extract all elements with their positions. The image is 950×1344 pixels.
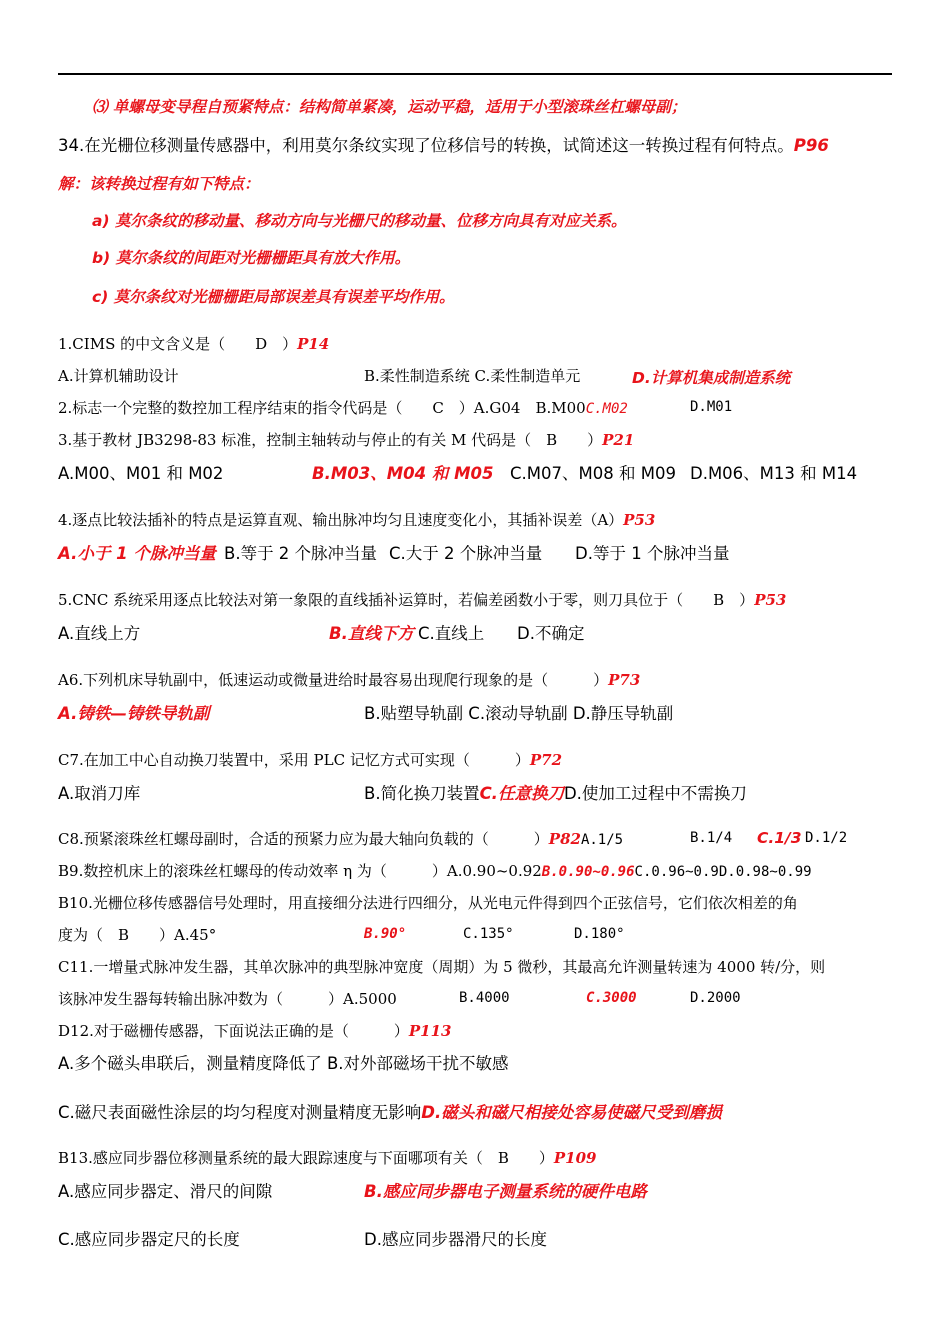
q6-stem: A6.下列机床导轨副中，低速运动或微量进给时最容易出现爬行现象的是（ ）P73 — [58, 671, 641, 689]
q8-option-d: D.1/2 — [805, 830, 848, 846]
q12-answer: D.磁头和磁尺相接处容易使磁尺受到磨损 — [421, 1103, 722, 1122]
page-ref: P21 — [602, 431, 635, 449]
q13-answer: B.感应同步器电子测量系统的硬件电路 — [364, 1182, 647, 1201]
q2-option-d: D.M01 — [690, 399, 733, 415]
q2-stem: 2.标志一个完整的数控加工程序结束的指令代码是（ C ）A.G04 B.M00C.M02 — [58, 399, 628, 417]
q6-answer: A.铸铁—铸铁导轨副 — [58, 704, 210, 723]
q4-stem: 4.逐点比较法插补的特点是运算直观、输出脉冲均匀且速度变化小，其插补误差（A）P53 — [58, 511, 656, 529]
q13-option-c: C.感应同步器定尺的长度 — [58, 1230, 240, 1249]
q34-point-b: b) 莫尔条纹的间距对光栅栅距具有放大作用。 — [92, 249, 411, 267]
q10-option-d: D.180° — [574, 926, 625, 942]
q34-answer-intro: 解：该转换过程有如下特点： — [58, 175, 260, 193]
q3-option-d: D.M06、M13 和 M14 — [690, 464, 858, 483]
q5-option-a: A.直线上方 — [58, 624, 141, 643]
page-ref: P96 — [793, 136, 829, 155]
q2-answer: C.M02 — [585, 401, 628, 417]
q4-option-b: B.等于 2 个脉冲当量 — [224, 544, 378, 563]
q11-stem-cont: 该脉冲发生器每转输出脉冲数为（ ）A.5000 — [58, 990, 397, 1008]
q1-answer: D.计算机集成制造系统 — [632, 369, 791, 387]
q11-option-b: B.4000 — [459, 990, 510, 1006]
q13-option-d: D.感应同步器滑尺的长度 — [364, 1230, 547, 1249]
q8-stem: C8.预紧滚珠丝杠螺母副时，合适的预紧力应为最大轴向负载的（ ）P82A.1/5 — [58, 830, 624, 848]
q8-option-b: B.1/4 — [690, 830, 733, 846]
q7-option-a: A.取消刀库 — [58, 784, 141, 803]
q5-option-d: D.不确定 — [517, 624, 585, 643]
page-ref: P72 — [529, 751, 563, 769]
q5-answer: B.直线下方 — [329, 624, 414, 643]
page-ref: P109 — [553, 1149, 597, 1167]
q10-option-c: C.135° — [463, 926, 514, 942]
q13-stem: B13.感应同步器位移测量系统的最大跟踪速度与下面哪项有关（ B ）P109 — [58, 1149, 597, 1167]
q3-option-c: C.M07、M08 和 M09 — [510, 464, 676, 483]
q34-question: 34.在光栅位移测量传感器中，利用莫尔条纹实现了位移信号的转换，试简述这一转换过程有何特点。P96 — [58, 136, 829, 155]
q8-answer: C.1/3 — [757, 829, 802, 847]
q12-options-ab: A.多个磁头串联后，测量精度降低了 B.对外部磁场干扰不敏感 — [58, 1054, 509, 1073]
q10-answer: B.90° — [364, 926, 407, 942]
q34-point-c: c) 莫尔条纹对光栅栅距局部误差具有误差平均作用。 — [92, 288, 455, 306]
q1-option-a: A.计算机辅助设计 — [58, 367, 179, 385]
q1-stem: 1.CIMS 的中文含义是（ D ）P14 — [58, 335, 330, 353]
q7-options: B.简化换刀装置C.任意换刀D.使加工过程中不需换刀 — [364, 784, 747, 803]
q3-stem: 3.基于教材 JB3298-83 标准，控制主轴转动与停止的有关 M 代码是（ B ）P21 — [58, 431, 635, 449]
q9-stem: B9.数控机床上的滚珠丝杠螺母的传动效率 η 为（ ）A.0.90~0.92B.0.90~0.96C.0.96~0.9D.0.98~0.99 — [58, 862, 812, 880]
page-ref: P53 — [754, 591, 787, 609]
q7-stem: C7.在加工中心自动换刀装置中，采用 PLC 记忆方式可实现（ ）P72 — [58, 751, 563, 769]
q10-stem: B10.光栅位移传感器信号处理时，用直接细分法进行四细分，从光电元件得到四个正弦信号，它们依次相差的角 — [58, 894, 798, 912]
q1-option-bc: B.柔性制造系统 C.柔性制造单元 — [364, 367, 581, 385]
q10-stem-cont: 度为（ B ）A.45° — [58, 926, 217, 944]
q12-stem: D12.对于磁栅传感器，下面说法正确的是（ ）P113 — [58, 1022, 452, 1040]
q11-stem: C11.一增量式脉冲发生器，其单次脉冲的典型脉冲宽度（周期）为 5 微秒，其最高允许测量转速为 4000 转/分，则 — [58, 958, 826, 976]
q6-options-bcd: B.贴塑导轨副 C.滚动导轨副 D.静压导轨副 — [364, 704, 674, 723]
q33-item-3: ⑶ 单螺母变导程自预紧特点：结构简单紧凑，运动平稳，适用于小型滚珠丝杠螺母副； — [92, 98, 687, 116]
header-rule — [58, 73, 892, 75]
q7-answer: C.任意换刀 — [479, 784, 564, 803]
page-ref: P53 — [623, 511, 656, 529]
page-ref: P113 — [408, 1022, 452, 1040]
q12-options-cd: C.磁尺表面磁性涂层的均匀程度对测量精度无影响D.磁头和磁尺相接处容易使磁尺受到磨损 — [58, 1103, 722, 1122]
page-ref: P73 — [608, 671, 641, 689]
q5-option-c: C.直线上 — [418, 624, 485, 643]
q3-option-a: A.M00、M01 和 M02 — [58, 464, 224, 483]
page-ref: P82 — [548, 830, 581, 848]
q34-point-a: a) 莫尔条纹的移动量、移动方向与光栅尺的移动量、位移方向具有对应关系。 — [92, 212, 627, 230]
q11-answer: C.3000 — [586, 990, 637, 1006]
q5-stem: 5.CNC 系统采用逐点比较法对第一象限的直线插补运算时，若偏差函数小于零，则刀具位于（ B ）P53 — [58, 591, 787, 609]
q4-option-d: D.等于 1 个脉冲当量 — [575, 544, 730, 563]
q9-answer: B.0.90~0.96 — [541, 864, 635, 880]
q11-option-d: D.2000 — [690, 990, 741, 1006]
q4-answer: A.小于 1 个脉冲当量 — [58, 544, 216, 563]
q13-option-a: A.感应同步器定、滑尺的间隙 — [58, 1182, 273, 1201]
page-ref: P14 — [297, 335, 330, 353]
q4-option-c: C.大于 2 个脉冲当量 — [389, 544, 543, 563]
q3-answer: B.M03、M04 和 M05 — [312, 464, 494, 483]
